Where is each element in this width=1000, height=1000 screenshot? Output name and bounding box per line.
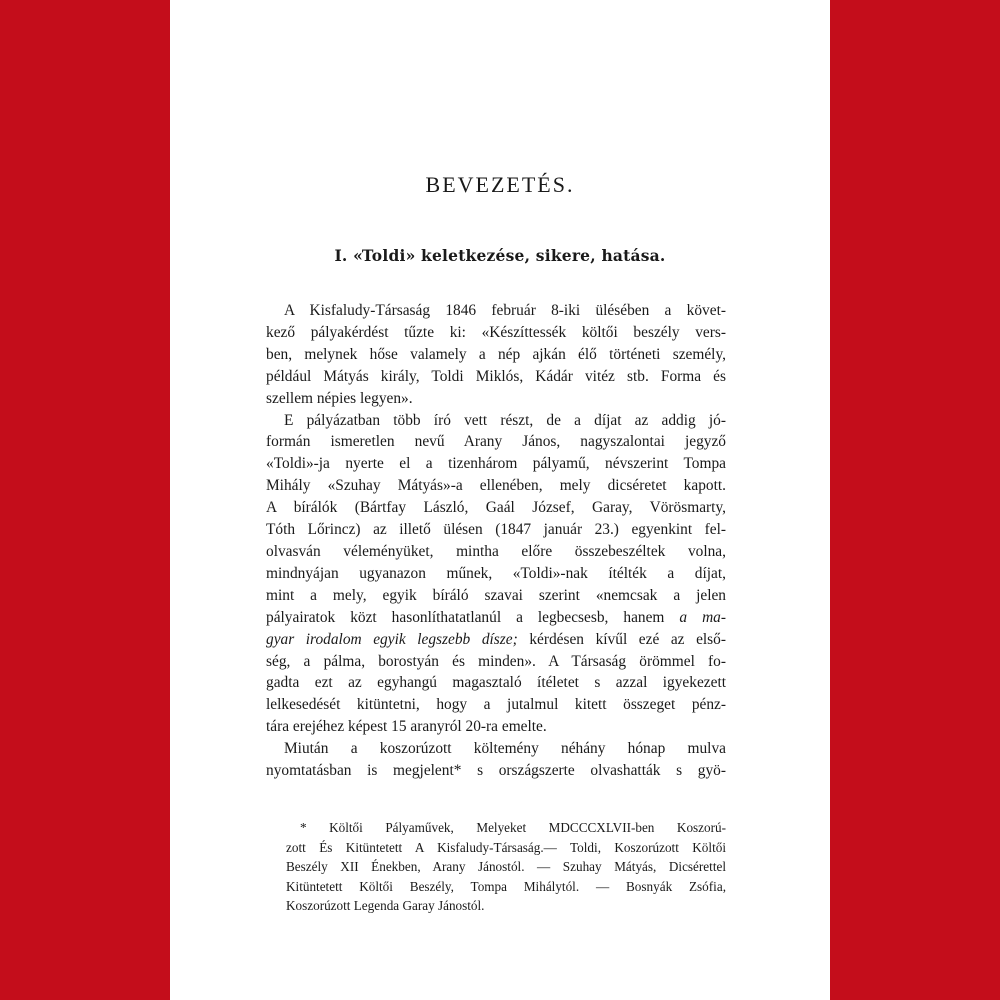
- text-line: mindnyájan ugyanazon műnek, «Toldi»-nak ítélték a díjat,: [266, 564, 726, 582]
- text-line: Miután a koszorúzott költemény néhány hónap mulva: [284, 740, 726, 758]
- paragraph: [266, 300, 726, 410]
- text-line: például Mátyás király, Toldi Miklós, Kádár vitéz stb. Forma és: [266, 367, 726, 385]
- text-line: A bírálók (Bártfay László, Gaál József, Garay, Vörösmarty,: [266, 499, 726, 517]
- text-line: kező pályakérdést tűzte ki: «Készíttessék költői beszély vers-: [266, 323, 726, 341]
- text-line: A Kisfaludy-Társaság 1846 február 8-iki ülésében a követ-: [284, 302, 726, 319]
- chapter-title: BEVEZETÉS.: [425, 172, 575, 197]
- footnote-line: Kitüntetett Költői Beszély, Tompa Mihálytól. — Bosnyák Zsófia,: [286, 878, 726, 894]
- footnote-line: Beszély XII Énekben, Arany Jánostól. — Szuhay Mátyás, Dicsérettel: [286, 859, 726, 874]
- text-line: ség, a pálma, borostyán és minden». A Társaság örömmel fo-: [266, 652, 726, 670]
- text-line: Tóth Lőrincz) az illető ülésen (1847 január 23.) egyenkint fel-: [266, 521, 726, 539]
- text-line: E pályázatban több író vett részt, de a díjat az addig jó-: [284, 411, 726, 429]
- footnote-line: zott És Kitüntetett A Kisfaludy-Társaság.— Toldi, Koszorúzott Költői: [286, 839, 726, 855]
- text-line-head: pályairatok közt hasonlíthatatlanúl a legbecsesb, hanem: [266, 608, 665, 626]
- text-line: [266, 607, 726, 629]
- footnote-line: Koszorúzott Legenda Garay Jánostól.: [286, 898, 485, 913]
- text-line: formán ismeretlen nevű Arany János, nagyszalontai jegyző: [266, 433, 726, 451]
- italic-quote-end: gyar irodalom egyik legszebb dísze;: [266, 630, 518, 648]
- text-line: Mihály «Szuhay Mátyás»-a ellenében, mely dicséretet kapott.: [266, 477, 726, 495]
- text-line: mint a mely, egyik bíráló szavai szerint «nemcsak a jelen: [266, 586, 726, 604]
- text-line: szellem népies legyen».: [266, 389, 413, 407]
- book-page: [170, 0, 830, 1000]
- text-line: ben, melynek hőse valamely a nép ajkán élő történeti személy,: [266, 345, 726, 363]
- paragraph: [266, 738, 726, 782]
- text-line: tára erejéhez képest 15 aranyról 20-ra emelte.: [266, 718, 547, 736]
- text-line: lelkesedését kitüntetni, hogy a jutalmul kitett összeget pénz-: [266, 696, 726, 714]
- text-line: nyomtatásban is megjelent* s országszerte olvashatták s gyö-: [266, 762, 726, 780]
- italic-quote-start: a ma-: [679, 608, 726, 626]
- text-line: gadta ezt az egyhangú magasztaló ítéletet s azzal igyekezett: [266, 674, 726, 692]
- footnote: [286, 818, 726, 916]
- body-text: [266, 300, 726, 782]
- paragraph: [266, 410, 726, 739]
- text-line: [266, 629, 726, 651]
- text-line: «Toldi»-ja nyerte el a tizenhárom pályamű, névszerint Tompa: [266, 455, 726, 473]
- text-line-tail: kérdésen kívűl ezé az első-: [529, 630, 726, 648]
- text-line: olvasván véleményüket, mintha előre összebeszéltek volna,: [266, 542, 726, 560]
- section-title: I. «Toldi» keletkezése, sikere, hatása.: [334, 246, 666, 265]
- footnote-line: * Költői Pályaművek, Melyeket MDCCCXLVII-ben Koszorú-: [300, 820, 726, 835]
